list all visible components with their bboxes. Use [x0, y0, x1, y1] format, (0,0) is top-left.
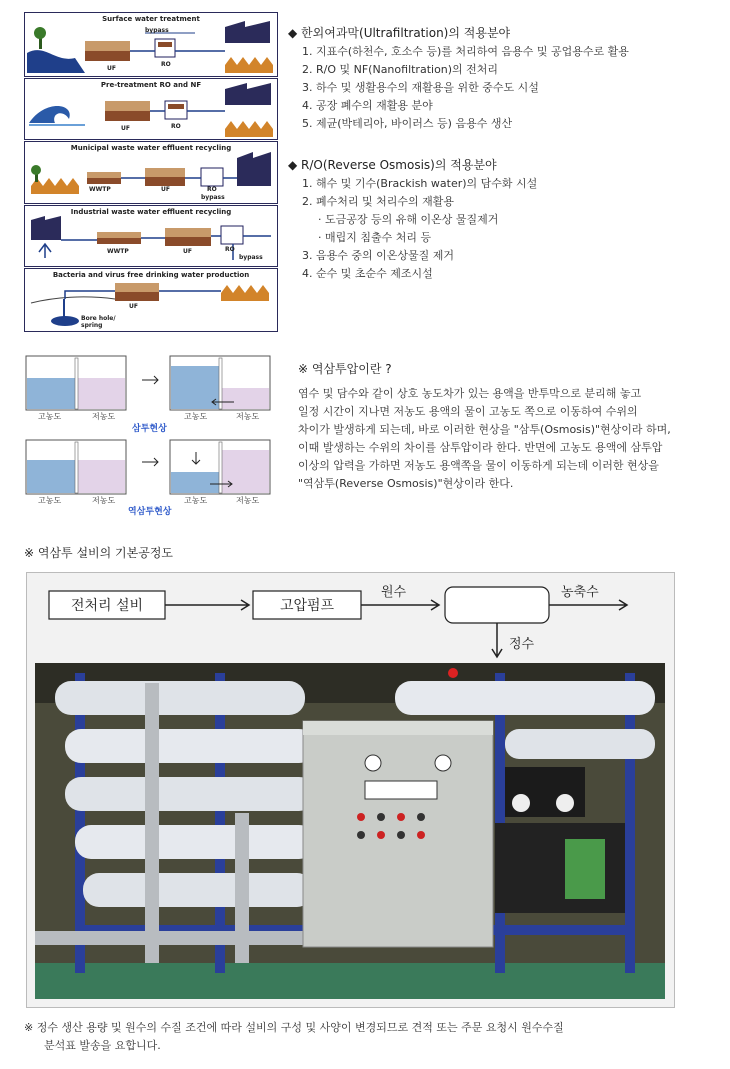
- uf-section: [288, 24, 718, 133]
- paragraph-line: 염수 및 담수와 같이 상호 농도차가 있는 용액을 반투막으로 분리해 놓고: [298, 387, 642, 400]
- high-conc-label: 고농도: [38, 496, 62, 505]
- panel-title: Industrial waste water effluent recycling: [70, 208, 232, 216]
- low-conc-label: 저농도: [236, 412, 260, 421]
- list-item: 1. 해수 및 기수(Brackish water)의 담수화 시설: [302, 177, 538, 190]
- bore-hole-label: Bore hole/ spring: [81, 315, 116, 329]
- pretreatment-illustration: [25, 79, 277, 139]
- paragraph-line: 이때 발생하는 수위의 차이를 삼투압이라 한다. 반면에 고농도 용액에 삼투압: [298, 441, 663, 454]
- list-sub-item: · 도금공장 등의 유해 이온상 물질제거: [318, 213, 499, 226]
- reverse-osmosis-section: [298, 360, 718, 493]
- panel-title: Municipal waste water effluent recycling: [70, 144, 232, 152]
- reverse-osmosis-label: 역삼투현상: [128, 507, 172, 517]
- list-item: 4. 순수 및 초순수 제조시설: [302, 267, 433, 280]
- list-item: 1. 지표수(하천수, 호소수 등)를 처리하여 음용수 및 공업용수로 활용: [302, 45, 629, 58]
- ro-label: RO: [207, 186, 217, 193]
- list-item: 3. 음용수 중의 이온상물질 제거: [302, 249, 454, 262]
- surface-water-illustration: [25, 13, 277, 76]
- uf-heading: ◆ 한외여과막(Ultrafiltration)의 적용분야: [288, 26, 511, 40]
- low-conc-label: 저농도: [236, 496, 260, 505]
- bypass-label: bypass: [145, 27, 169, 34]
- ro-heading-text: R/O(Reverse Osmosis)의 적용분야: [301, 158, 497, 172]
- process-figure: [26, 572, 675, 1008]
- list-item: 3. 하수 및 생활용수의 재활용을 위한 중수도 시설: [302, 81, 539, 94]
- high-conc-label: 고농도: [184, 412, 208, 421]
- osmosis-label: 삼투현상: [132, 424, 167, 434]
- list-item: 5. 제균(박테리아, 바이러스 등) 음용수 생산: [302, 117, 513, 130]
- list-item: 2. R/O 및 NF(Nanofiltration)의 전처리: [302, 63, 499, 76]
- list-sub-item: · 매립지 침출수 처리 등: [318, 231, 432, 244]
- wwtp-label: WWTP: [107, 248, 129, 255]
- list-item: 2. 폐수처리 및 처리수의 재활용: [302, 195, 454, 208]
- panel-drinking-water: [24, 268, 278, 332]
- drinking-water-illustration: [25, 269, 277, 331]
- panel-title: Pre-treatment RO and NF: [100, 81, 202, 89]
- municipal-illustration: [25, 142, 277, 203]
- panel-pretreatment: [24, 78, 278, 140]
- footer-line: ※ 정수 생산 용량 및 원수의 수질 조건에 따라 설비의 구성 및 사양이 변경되므로 견적 또는 주문 요청시 원수수질: [24, 1021, 564, 1034]
- panel-title: Surface water treatment: [102, 15, 200, 23]
- process-title: ※ 역삼투 설비의 기본공정도: [24, 546, 174, 560]
- raw-water-label: 원수: [381, 585, 407, 600]
- concentrate-label: 농축수: [561, 585, 599, 600]
- pretreatment-box: 전처리 설비: [70, 598, 144, 614]
- ro-label: RO: [171, 123, 181, 130]
- ro-section: [288, 156, 718, 283]
- list-item: 4. 공장 폐수의 재활용 분야: [302, 99, 433, 112]
- ro-label: RO: [225, 246, 235, 253]
- bypass-label: bypass: [201, 194, 225, 201]
- uf-heading-text: 한외여과막(Ultrafiltration)의 적용분야: [301, 26, 511, 40]
- permeate-label: 정수: [509, 637, 535, 652]
- ro-heading: ◆ R/O(Reverse Osmosis)의 적용분야: [288, 158, 497, 172]
- uf-label: UF: [183, 248, 192, 255]
- ro-plant-photo: [35, 663, 665, 999]
- paragraph-line: 차이가 발생하게 되는데, 바로 이러한 현상을 "삼투(Osmosis)"현상이라 하며,: [298, 423, 671, 436]
- paragraph-line: 일정 시간이 지나면 저농도 용액의 물이 고농도 쪽으로 이동하여 수위의: [298, 405, 638, 418]
- uf-label: UF: [161, 186, 170, 193]
- uf-label: UF: [107, 65, 116, 72]
- footer-line: 분석표 발송을 요합니다.: [44, 1039, 161, 1052]
- panel-title: Bacteria and virus free drinking water production: [52, 271, 250, 279]
- panel-surface-water: [24, 12, 278, 77]
- high-pressure-pump-box: 고압펌프: [279, 598, 335, 614]
- paragraph-line: "역삼투(Reverse Osmosis)"현상이라 한다.: [298, 477, 514, 490]
- uf-label: UF: [129, 303, 138, 310]
- section-title: ※ 역삼투압이란 ?: [298, 362, 392, 376]
- wwtp-label: WWTP: [89, 186, 111, 193]
- panel-industrial: [24, 205, 278, 267]
- panel-municipal: [24, 141, 278, 204]
- footer-note: [24, 1019, 714, 1055]
- low-conc-label: 저농도: [92, 496, 116, 505]
- paragraph-line: 이상의 압력을 가하면 저농도 용액쪽을 물이 이동하게 되는데 이러한 현상을: [298, 459, 659, 472]
- high-conc-label: 고농도: [184, 496, 208, 505]
- bypass-label: bypass: [239, 254, 263, 261]
- low-conc-label: 저농도: [92, 412, 116, 421]
- ro-label: RO: [161, 61, 171, 68]
- uf-label: UF: [121, 125, 130, 132]
- high-conc-label: 고농도: [38, 412, 62, 421]
